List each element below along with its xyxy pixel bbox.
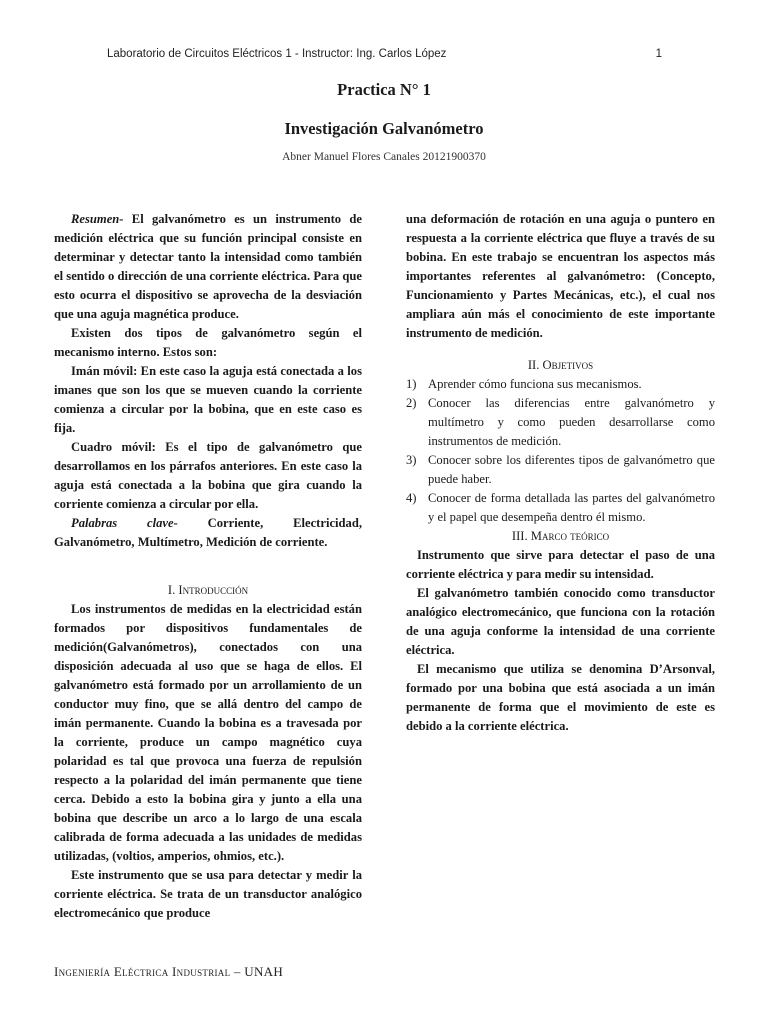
framework-paragraph-3: El mecanismo que utiliza se denomina D’Arsonval, formado por una bobina que está asociada a un imán permanente de forma que el movimiento de este es debido a la corriente eléctrica. — [406, 662, 715, 733]
list-item: 4) Conocer de forma detallada las partes del galvanómetro y el papel que desempeña dentro él mismo. — [406, 491, 715, 524]
intro-paragraph-1: Los instrumentos de medidas en la electricidad están formados por dispositivos fundamentales de medición(Galvanómetros), conectados con una disposición adecuada al uso que se haga de ellos. El galvanómetro está formado por un arrollamiento de un conductor muy fino, que se allá dentro del campo de imán permanente. Cuando la bobina es a travesada por la corriente, produce un campo magnético cuya polaridad es tal que provoca una fuerza de repulsión respecto a la polaridad del imán permanente que tiene cerca. Debido a esto la bobina gira y junto a ella una bobina que describe un arco a lo largo de una escala calibrada de forma adecuada a las unidades de medidas utilizadas, (voltios, amperios, ohmios, etc.). — [54, 602, 362, 863]
list-item: 1) Aprender cómo funciona sus mecanismos. — [406, 377, 642, 391]
intro-heading: I. Introducción — [167, 583, 249, 597]
paper-subtitle: Investigación Galvanómetro — [284, 119, 484, 138]
objectives-heading: II. Objetivos — [527, 358, 594, 372]
paper-author: Abner Manuel Flores Canales 20121900370 — [282, 151, 486, 163]
section-spacer — [54, 552, 362, 581]
keywords-label: Palabras clave- — [71, 516, 178, 530]
page-number: 1 — [655, 48, 662, 60]
left-column — [54, 210, 362, 923]
list-item: 2) Conocer las diferencias entre galvanómetro y multímetro y como pueden desarrollarse como instrumentos de medición. — [406, 396, 715, 448]
abstract-iman-movil: Imán móvil: En este caso la aguja está conectada a los imanes que son los que se mueven cuando la corriente comienza a circular por la bobina, que en este caso es fija. — [54, 364, 362, 435]
intro-paragraph-2-continued: una deformación de rotación en una aguja o puntero en respuesta a la corriente eléctrica que fluye a través de su bobina. En este trabajo se encuentran los aspectos más importantes referentes al galvanómetro: (Concepto, Funcionamiento y Partes Mecánicas, etc.), el cual nos ampliara aún más el conocimiento de este importante instrumento de medición. — [406, 212, 715, 340]
abstract-cuadro-movil: Cuadro móvil: Es el tipo de galvanómetro que desarrollamos en los párrafos anteriores. En este caso la aguja está conectada a la bobina que gira cuando la corriente comienza a circular por ella. — [54, 440, 362, 511]
framework-paragraph-2: El galvanómetro también conocido como transductor analógico electromecánico, que funciona con la rotación de una aguja conforme la intensidad de una corriente eléctrica. — [406, 586, 715, 657]
framework-heading: III. Marco teórico — [511, 529, 610, 543]
keywords-paragraph — [54, 514, 362, 552]
page-footer: Ingeniería Eléctrica Industrial – UNAH — [54, 964, 284, 979]
objectives-list — [406, 375, 715, 527]
list-item: 3) Conocer sobre los diferentes tipos de galvanómetro que puede haber. — [406, 453, 715, 486]
abstract-text: El galvanómetro es un instrumento de medición eléctrica que su función principal consiste en determinar y detectar tanto la intensidad como también el sentido o dirección de una corriente eléctrica. Para que esto ocurra el dispositivo se aprovecha de la desviación que una aguja magnética produce. — [54, 212, 362, 321]
keywords-text: Corriente, Electricidad, Galvanómetro, Multímetro, Medición de corriente. — [54, 516, 362, 549]
running-header — [107, 48, 662, 60]
intro-paragraph-2: Este instrumento que se usa para detectar y medir la corriente eléctrica. Se trata de un transductor analógico electromecánico que produce — [54, 868, 362, 920]
running-title: Laboratorio de Circuitos Eléctricos 1 - Instructor: Ing. Carlos López — [107, 48, 447, 60]
paper-title: Practica N° 1 — [337, 80, 431, 99]
abstract-types-intro: Existen dos tipos de galvanómetro según el mecanismo interno. Estos son: — [54, 326, 362, 359]
right-column — [406, 210, 715, 736]
framework-paragraph-1: Instrumento que sirve para detectar el paso de una corriente eléctrica y para medir su intensidad. — [406, 548, 715, 581]
abstract-label: Resumen- — [71, 212, 124, 226]
abstract-paragraph — [54, 210, 362, 324]
